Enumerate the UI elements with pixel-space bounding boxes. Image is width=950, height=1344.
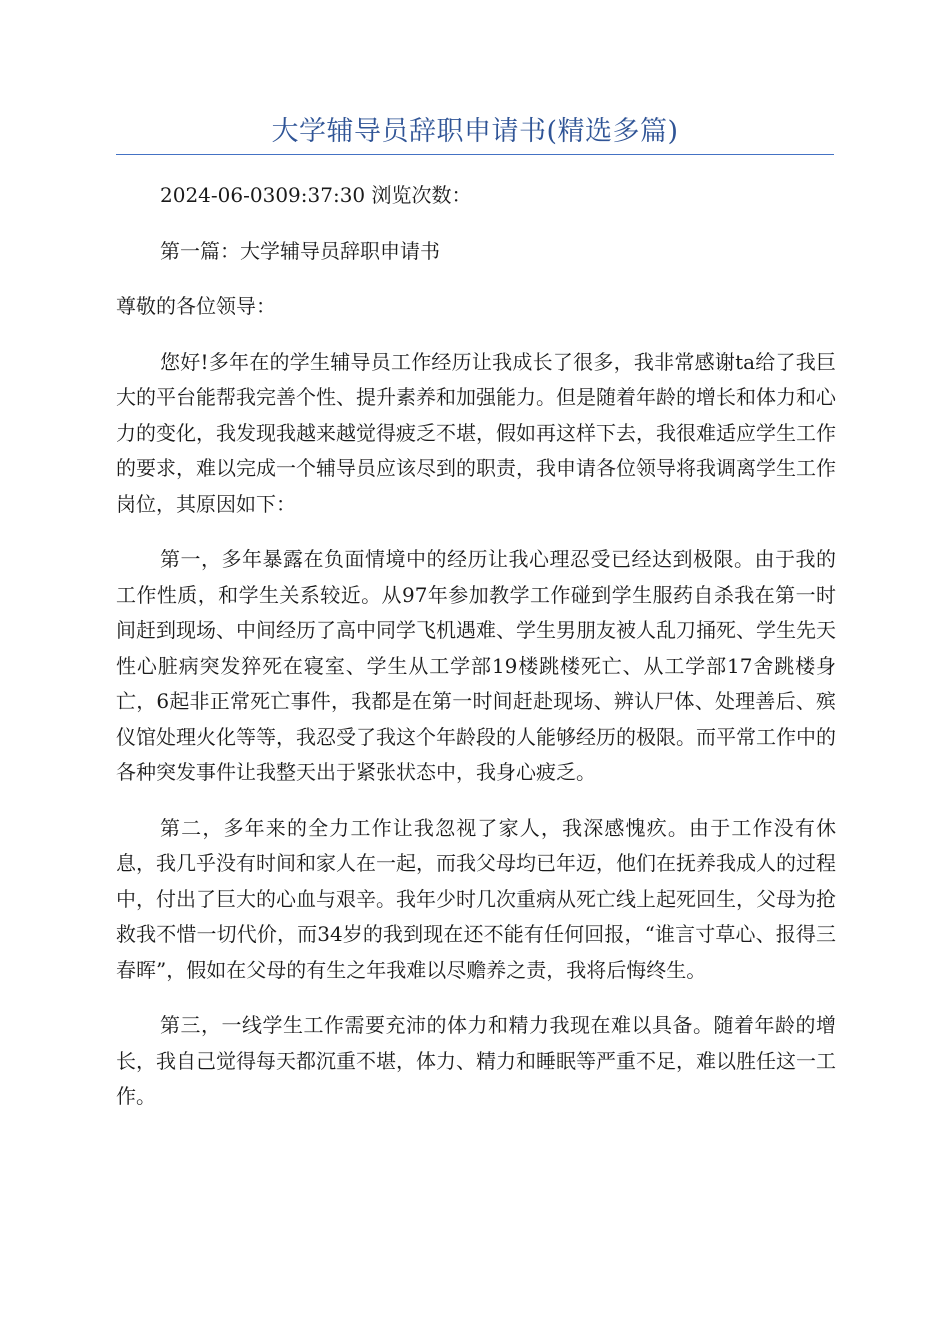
body-paragraph: 您好!多年在的学生辅导员工作经历让我成长了很多，我非常感谢ta给了我巨大的平台能帮我完善个性、提升素养和加强能力。但是随着年龄的增长和体力和心力的变化，我发现我越来越觉得疲乏不堪，假如再这样下去，我很难适应学生工作的要求，难以完成一个辅导员应该尽到的职责，我申请各位领导将我调离学生工作岗位，其原因如下： bbox=[116, 349, 836, 516]
body-paragraph: 第三，一线学生工作需要充沛的体力和精力我现在难以具备。随着年龄的增长，我自己觉得每天都沉重不堪，体力、精力和睡眠等严重不足，难以胜任这一工作。 bbox=[116, 1013, 836, 1108]
document-title: 大学辅导员辞职申请书(精选多篇) bbox=[271, 116, 679, 147]
title-underline bbox=[116, 154, 834, 155]
body-paragraph: 第二，多年来的全力工作让我忽视了家人，我深感愧疚。由于工作没有休息，我几乎没有时间和家人在一起，而我父母均已年迈，他们在抚养我成人的过程中，付出了巨大的心血与艰辛。我年少时几次重病从死亡线上起死回生，父母为抢救我不惜一切代价，而34岁的我到现在还不能有任何回报，“谁言寸草心、报得三春晖”，假如在父母的有生之年我难以尽赡养之责，我将后悔终生。 bbox=[116, 815, 836, 982]
section-heading: 第一篇：大学辅导员辞职申请书 bbox=[160, 238, 440, 263]
body-paragraph: 第一，多年暴露在负面情境中的经历让我心理忍受已经达到极限。由于我的工作性质，和学生关系较近。从97年参加教学工作碰到学生服药自杀我在第一时间赶到现场、中间经历了高中同学飞机遇难、学生男朋友被人乱刀捅死、学生先天性心脏病突发猝死在寝室、学生从工学部19楼跳楼死亡、从工学部17舍跳楼身亡，6起非正常死亡事件，我都是在第一时间赶赴现场、辨认尸体、处理善后、殡仪馆处理火化等等，我忍受了我这个年龄段的人能够经历的极限。而平常工作中的各种突发事件让我整天出于紧张状态中，我身心疲乏。 bbox=[116, 547, 836, 784]
document-body bbox=[116, 178, 836, 1135]
meta-line: 2024-06-0309:37:30 浏览次数： bbox=[160, 183, 472, 207]
salutation: 尊敬的各位领导： bbox=[116, 294, 276, 318]
